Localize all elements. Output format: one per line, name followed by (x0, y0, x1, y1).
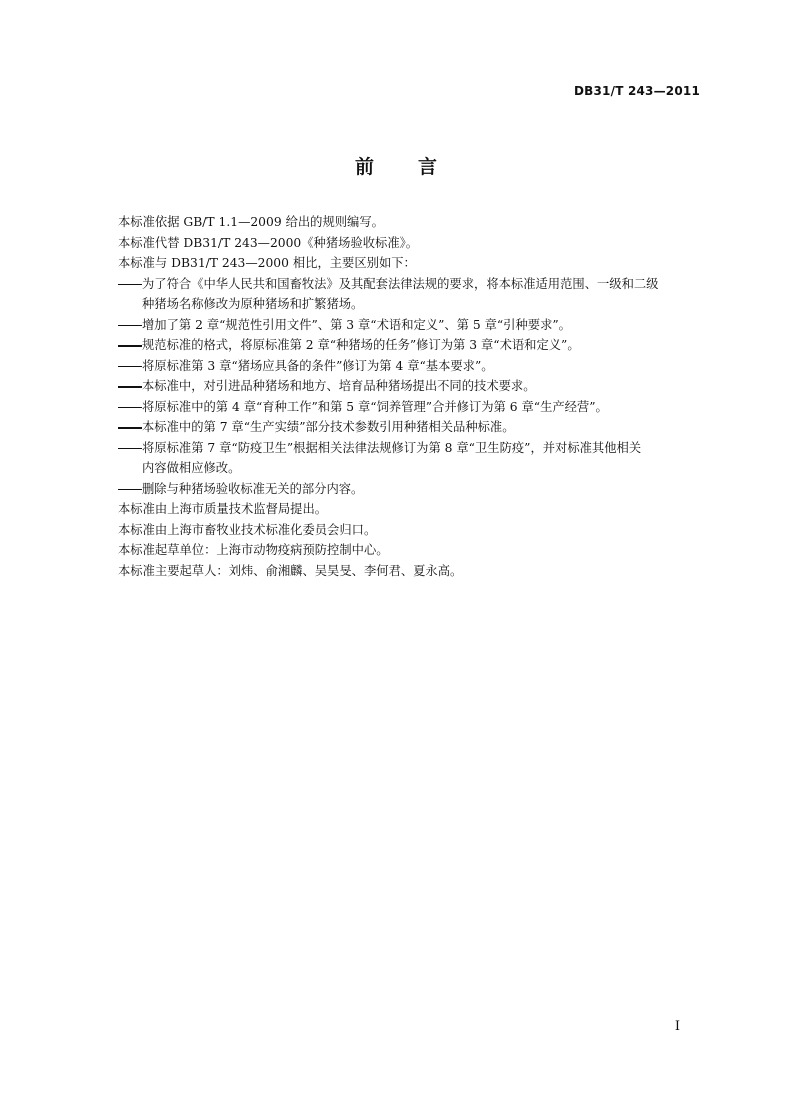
change-item-text: 将原标准第 7 章“防疫卫生”根据相关法律法规修订为第 8 章“卫生防疫”，并对标准其他相关 内容做相应修改。 (142, 440, 642, 475)
closing-line: 本标准由上海市质量技术监督局提出。 (118, 502, 328, 516)
change-item-text: 将原标准第 3 章“猪场应具备的条件”修订为第 4 章“基本要求”。 (142, 358, 494, 373)
intro-line: 本标准与 DB31/T 243—2000 相比，主要区别如下： (118, 256, 416, 270)
change-item-text: 为了符合《中华人民共和国畜牧法》及其配套法律法规的要求，将本标准适用范围、一级和二级 种猪场名称修改为原种猪场和扩繁猪场。 (142, 276, 659, 311)
intro-line: 本标准依据 GB/T 1.1—2009 给出的规则编写。 (118, 215, 384, 229)
closing-line: 本标准由上海市畜牧业技术标准化委员会归口。 (118, 522, 377, 537)
change-item (118, 274, 708, 315)
change-item (118, 397, 708, 418)
title-char-1: 前 (354, 156, 374, 178)
em-dash-marker (118, 274, 142, 315)
title-char-2: 言 (418, 156, 438, 178)
change-item-text: 增加了第 2 章“规范性引用文件”、第 3 章“术语和定义”、第 5 章“引种要求”。 (142, 317, 571, 332)
em-dash-marker (118, 315, 142, 336)
foreword-body (118, 212, 708, 581)
change-item (118, 376, 708, 397)
page-title (0, 152, 792, 179)
em-dash-marker (118, 335, 142, 356)
closing-line: 本标准主要起草人：刘炜、俞湘麟、吴昊旻、李何君、夏永高。 (118, 563, 463, 578)
change-item (118, 335, 708, 356)
intro-line: 本标准代替 DB31/T 243—2000《种猪场验收标准》。 (118, 235, 419, 250)
change-item-text: 将原标准中的第 4 章“育种工作”和第 5 章“饲养管理”合并修订为第 6 章“生产经营”。 (142, 399, 608, 414)
em-dash-marker (118, 376, 142, 397)
change-item (118, 356, 708, 377)
em-dash-marker (118, 479, 142, 500)
change-item (118, 479, 708, 500)
change-item-text: 本标准中，对引进品种猪场和地方、培育品种猪场提出不同的技术要求。 (142, 379, 536, 393)
change-item-text: 规范标准的格式，将原标准第 2 章“种猪场的任务”修订为第 3 章“术语和定义”。 (142, 338, 580, 352)
em-dash-marker (118, 438, 142, 479)
closing-line: 本标准起草单位：上海市动物疫病预防控制中心。 (118, 543, 389, 557)
change-item (118, 315, 708, 336)
page-number: I (674, 1019, 680, 1034)
em-dash-marker (118, 397, 142, 418)
change-item-text: 删除与种猪场验收标准无关的部分内容。 (142, 481, 364, 496)
em-dash-marker (118, 417, 142, 438)
change-item (118, 438, 708, 479)
change-item-text: 本标准中的第 7 章“生产实绩”部分技术参数引用种猪相关品种标准。 (142, 420, 515, 434)
document-code: DB31/T 243—2011 (574, 84, 700, 98)
em-dash-marker (118, 356, 142, 377)
change-item (118, 417, 708, 438)
